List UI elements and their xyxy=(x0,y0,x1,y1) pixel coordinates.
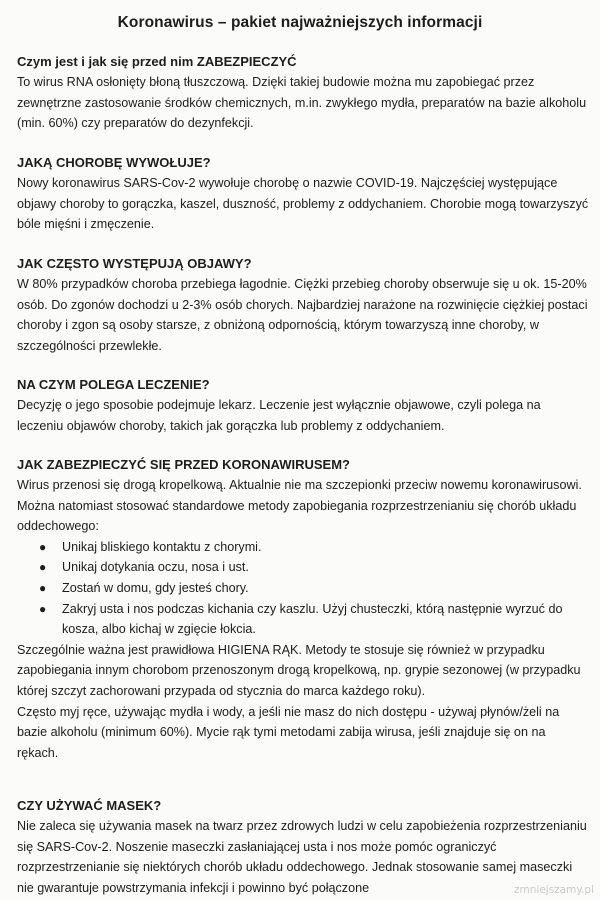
list-item-text: Zostań w domu, gdy jesteś chory. xyxy=(62,580,249,595)
list-item-text: Zakryj usta i nos podczas kichania czy kaszlu. Użyj chusteczki, którą następnie wyrzuć do kosza, albo kichaj w zgięcie łokcia. xyxy=(62,601,563,637)
section-disease xyxy=(17,153,589,235)
section-body: W 80% przypadków choroba przebiega łagodnie. Ciężki przebieg choroby obserwuje się u ok. 15-20% osób. Do zgonów dochodzi u 2-3% osób chorych. Najbardziej narażone na rozwinięcie ciężkiej postaci choroby i zgon są osoby starsze, z obniżoną odpornością, którym towarzyszą inne choroby, w szczególności przewlekłe. xyxy=(17,277,588,353)
section-body: Nowy koronawirus SARS-Cov-2 wywołuje chorobę o nazwie COVID-19. Najczęściej występujące objawy choroby to gorączka, kaszel, duszność, problemy z oddychaniem. Chorobie mogą towarzyszyć bóle mięśni i zmęczenie. xyxy=(17,176,589,232)
section-intro: Wirus przenosi się drogą kropelkową. Aktualnie nie ma szczepionki przeciw nowemu koronawirusowi. Można natomiast stosować standardowe metody zapobiegania rozprzestrzenianiu się chorób układu oddechowego: xyxy=(17,478,582,534)
section-masks xyxy=(17,796,589,898)
section-heading: JAKĄ CHOROBĘ WYWOŁUJE? xyxy=(17,155,211,170)
section-heading: Czym jest i jak się przed nim ZABEZPIECZYĆ xyxy=(17,54,297,69)
list-item xyxy=(17,578,589,599)
bullet-icon: ● xyxy=(39,601,47,616)
bullet-icon: ● xyxy=(39,539,47,554)
section-heading: CZY UŻYWAĆ MASEK? xyxy=(17,798,162,813)
bullet-icon: ● xyxy=(39,560,47,575)
section-body: Decyzję o jego sposobie podejmuje lekarz. Leczenie jest wyłącznie objawowe, czyli polega na leczeniu objawów choroby, takich jak gorączka lub problemy z oddychaniem. xyxy=(17,398,541,433)
section-heading: NA CZYM POLEGA LECZENIE? xyxy=(17,377,210,392)
list-item-text: Unikaj dotykania oczu, nosa i ust. xyxy=(62,560,249,575)
list-item xyxy=(17,599,589,640)
section-symptoms-frequency xyxy=(17,254,589,356)
section-heading: JAK ZABEZPIECZYĆ SIĘ PRZED KORONAWIRUSEM? xyxy=(17,457,350,472)
section-body: To wirus RNA osłonięty błoną tłuszczową. Dzięki takiej budowie można mu zapobiegać przez zewnętrzne zastosowanie środków chemicznych, m.in. zwykłego mydła, preparatów na bazie alkoholu (min. 60%) czy preparatów do dezynfekcji. xyxy=(17,75,587,131)
watermark: zmniejszamy.pl xyxy=(514,884,594,896)
section-what-is-it xyxy=(17,52,589,134)
bullet-icon: ● xyxy=(39,580,47,595)
section-protection xyxy=(17,455,589,763)
section-heading: JAK CZĘSTO WYSTĘPUJĄ OBJAWY? xyxy=(17,256,252,271)
protection-list xyxy=(17,537,589,640)
page-title: Koronawirus – pakiet najważniejszych informacji xyxy=(117,14,483,31)
list-item xyxy=(17,537,589,558)
hand-washing-paragraph: Często myj ręce, używając mydła i wody, a jeśli nie masz do nich dostępu - używaj płynów/żeli na bazie alkoholu (minimum 60%). Mycie rąk tymi metodami zabija wirusa, jeśli znajduje się on na rękach. xyxy=(17,704,560,760)
hand-hygiene-paragraph: Szczególnie ważna jest prawidłowa HIGIENA RĄK. Metody te stosuje się również w przypadku zapobiegania innym chorobom przenoszonym drogą kropelkową, np. grypie sezonowej (w przypadku której szczyt zachorowani przypada od stycznia do marca każdego roku). xyxy=(17,642,581,698)
list-item xyxy=(17,557,589,578)
list-item-text: Unikaj bliskiego kontaktu z chorymi. xyxy=(62,539,262,554)
section-treatment xyxy=(17,375,589,436)
section-body: Nie zaleca się używania masek na twarz przez zdrowych ludzi w celu zapobieżenia rozprzestrzenianiu się SARS-Cov-2. Noszenie maseczki zasłaniającej usta i nos może pomóc ograniczyć rozprzestrzenianie się niektórych chorób układu oddechowego. Jednak stosowanie samej maseczki nie gwarantuje powstrzymania infekcji i powinno być połączone xyxy=(17,819,587,895)
